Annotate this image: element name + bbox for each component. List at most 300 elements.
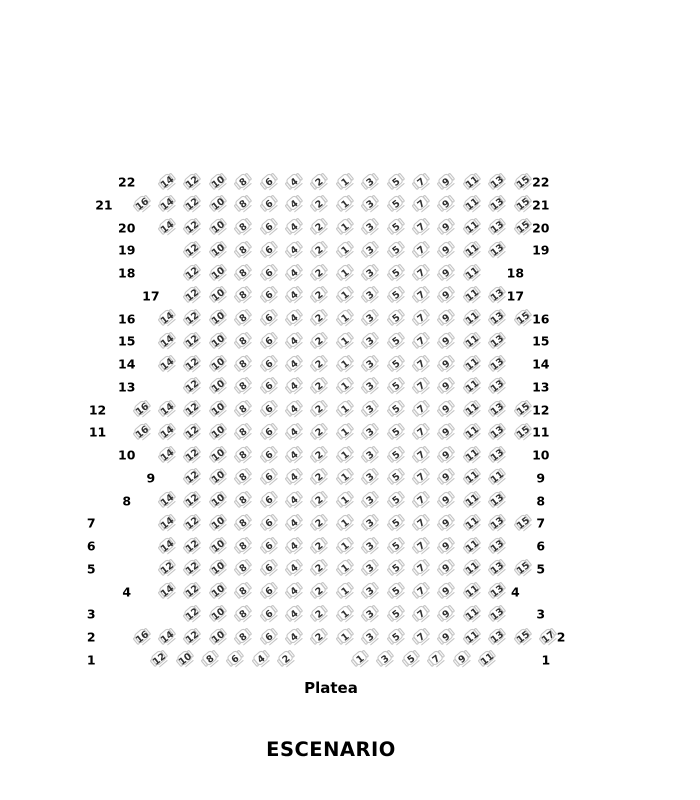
seat-number: 12	[184, 241, 202, 259]
seat-number: 9	[440, 585, 453, 598]
seat-number: 3	[379, 653, 392, 667]
seat-number: 1	[339, 312, 352, 325]
seat-number: 13	[488, 196, 507, 214]
row-label-right: 5	[536, 561, 546, 577]
seat-number: 4	[288, 607, 301, 621]
seat-number: 9	[440, 221, 453, 234]
seat-number: 9	[440, 312, 453, 325]
seat-number: 5	[390, 403, 402, 416]
seat-number: 1	[339, 403, 352, 416]
row-label-right: 22	[532, 174, 550, 190]
seat[interactable]	[174, 648, 197, 671]
seat-number: 8	[237, 516, 250, 530]
seat-number: 3	[364, 380, 377, 394]
seat-number: 12	[184, 355, 202, 373]
seat[interactable]	[334, 626, 357, 649]
seat-number: 7	[415, 334, 428, 348]
seat-number: 13	[488, 310, 507, 327]
seat-number: 9	[440, 175, 453, 189]
seat-number: 9	[440, 334, 453, 348]
seat-number: 9	[440, 266, 453, 280]
seat-number: 12	[184, 628, 202, 646]
seat-number: 5	[390, 516, 402, 530]
seat-number: 8	[237, 221, 250, 234]
seat-number: 15	[514, 310, 532, 327]
seat-number: 5	[390, 221, 402, 234]
seat-number: 13	[488, 241, 507, 259]
seat-number: 7	[415, 243, 428, 257]
seat-number: 7	[415, 585, 428, 598]
seat-number: 2	[313, 516, 326, 530]
seat-number: 3	[364, 607, 377, 621]
row-label-left: 8	[122, 493, 132, 508]
seat-number: 4	[288, 380, 301, 394]
row-label-left: 5	[86, 561, 96, 577]
seat-number: 14	[158, 219, 176, 236]
seat-number: 13	[488, 378, 507, 396]
seat-number: 6	[263, 516, 275, 530]
seat-number: 4	[288, 471, 301, 485]
seat-number: 9	[440, 607, 453, 621]
seat-number: 6	[263, 448, 275, 462]
seat-number: 10	[209, 492, 227, 509]
seat-number: 2	[313, 198, 326, 212]
seat-number: 5	[390, 471, 402, 485]
seat[interactable]	[275, 648, 298, 671]
seat[interactable]	[156, 580, 179, 603]
seat-number: 14	[158, 628, 176, 646]
seat-number: 15	[514, 401, 532, 418]
seat-number: 10	[209, 332, 227, 350]
row-label-left: 3	[86, 606, 96, 622]
seat-number: 7	[430, 653, 443, 667]
seat-number: 7	[415, 630, 428, 644]
seat-number: 6	[263, 494, 275, 507]
seat-number: 13	[488, 583, 507, 600]
seat-number: 10	[209, 196, 227, 214]
seat-number: 9	[440, 630, 453, 644]
seat-number: 1	[339, 539, 352, 553]
seat-number: 5	[390, 198, 402, 212]
row-label-left: 6	[86, 538, 96, 554]
stage-label: ESCENARIO	[266, 738, 396, 761]
seat-number: 7	[415, 471, 428, 485]
seat-number: 4	[288, 494, 301, 507]
seat-number: 2	[313, 585, 326, 598]
seat-number: 9	[440, 471, 453, 485]
seat-number: 11	[463, 264, 481, 282]
seat-number: 11	[463, 310, 481, 327]
seat[interactable]	[512, 307, 535, 330]
row-label-left: 14	[118, 356, 136, 372]
seat[interactable]	[537, 626, 560, 649]
seat-number: 4	[288, 198, 301, 212]
seat-number: 11	[463, 446, 481, 464]
row-label-left: 20	[118, 220, 136, 235]
seat-number: 8	[237, 357, 250, 371]
seat-number: 6	[263, 607, 275, 621]
seat-number: 4	[288, 539, 301, 553]
row-label-left: 13	[118, 379, 136, 395]
seat-number: 4	[288, 562, 301, 576]
seat-number: 5	[390, 494, 402, 507]
seat-number: 3	[364, 266, 377, 280]
row-label-left: 1	[86, 652, 96, 668]
seat-number: 8	[237, 380, 250, 394]
seat-number: 9	[440, 425, 453, 439]
seat-number: 8	[237, 175, 250, 189]
seat-number: 10	[209, 173, 227, 191]
row-label-right: 4	[511, 584, 520, 599]
seat-number: 8	[237, 312, 250, 325]
row-label-left: 2	[86, 629, 96, 645]
seat-number: 4	[288, 221, 301, 234]
seat-number: 16	[133, 196, 151, 214]
seat-number: 14	[158, 583, 176, 600]
seat-number: 12	[184, 196, 202, 214]
seat[interactable]	[131, 193, 154, 216]
seat-number: 13	[488, 605, 507, 623]
seat-number: 9	[440, 243, 453, 257]
seat-number: 12	[184, 332, 202, 350]
seat-number: 10	[209, 401, 227, 418]
seat-number: 3	[364, 334, 377, 348]
seat-number: 4	[255, 653, 268, 667]
seat-number: 7	[415, 175, 428, 189]
section-label: Platea	[304, 679, 358, 697]
seat-number: 13	[488, 514, 507, 532]
seat-number: 7	[415, 289, 428, 303]
seat-number: 3	[364, 357, 377, 371]
seat-number: 12	[184, 173, 202, 191]
seat-number: 9	[456, 653, 469, 667]
seat-number: 6	[263, 266, 275, 280]
seat-number: 13	[488, 492, 507, 509]
seat-number: 2	[313, 448, 326, 462]
seat-number: 10	[209, 264, 227, 282]
seat-number: 11	[463, 469, 481, 487]
seat-number: 1	[339, 380, 352, 394]
seat-number: 10	[209, 469, 227, 487]
seat-number: 10	[209, 560, 227, 578]
seat-number: 14	[158, 401, 176, 418]
seat-number: 3	[364, 198, 377, 212]
seat-number: 6	[263, 289, 275, 303]
seat-number: 1	[339, 425, 352, 439]
seat-number: 1	[339, 357, 352, 371]
row-label-right: 12	[532, 402, 550, 417]
seat-number: 4	[288, 243, 301, 257]
row-label-left: 10	[118, 447, 136, 463]
seat-number: 8	[237, 539, 250, 553]
seat-number: 13	[488, 446, 507, 464]
seat-number: 3	[364, 516, 377, 530]
seat[interactable]	[512, 421, 535, 444]
seat-number: 2	[313, 334, 326, 348]
seat-number: 9	[440, 448, 453, 462]
seat[interactable]	[349, 648, 372, 671]
seat-number: 4	[288, 334, 301, 348]
seat-number: 10	[209, 355, 227, 373]
seat-number: 8	[237, 289, 250, 303]
seat-number: 1	[339, 494, 352, 507]
row-label-right: 17	[506, 288, 525, 304]
row-label-right: 19	[532, 242, 550, 258]
seat-number: 9	[440, 403, 453, 416]
seat-number: 1	[339, 198, 352, 212]
seat[interactable]	[308, 626, 331, 649]
seat[interactable]	[476, 648, 499, 671]
seat-number: 14	[158, 492, 176, 509]
seat-number: 13	[488, 423, 507, 441]
seat[interactable]	[512, 512, 535, 535]
seat-number: 10	[176, 651, 194, 669]
row-label-left: 22	[118, 174, 136, 190]
seat-number: 3	[364, 539, 377, 553]
seat-number: 3	[364, 471, 377, 485]
seat-number: 4	[288, 516, 301, 530]
row-label-right: 21	[532, 197, 550, 213]
seat-number: 13	[488, 219, 507, 236]
seat-number: 7	[415, 403, 428, 416]
seat-number: 7	[415, 266, 428, 280]
row-label-right: 8	[536, 493, 546, 508]
seat-number: 12	[184, 219, 202, 236]
seat-number: 10	[209, 310, 227, 327]
seat-number: 2	[313, 312, 326, 325]
seat-number: 7	[415, 539, 428, 553]
seat-number: 2	[313, 494, 326, 507]
seat-number: 11	[463, 196, 481, 214]
row-label-right: 16	[532, 311, 550, 326]
seat-number: 9	[440, 380, 453, 394]
seat-number: 14	[158, 355, 176, 373]
seat-number: 4	[288, 630, 301, 644]
seat-number: 1	[339, 289, 352, 303]
seat-number: 8	[237, 494, 250, 507]
seat-number: 8	[237, 198, 250, 212]
seat[interactable]	[512, 216, 535, 239]
seat-number: 5	[390, 334, 402, 348]
seat-number: 5	[390, 243, 402, 257]
seat-number: 1	[339, 607, 352, 621]
seat-number: 12	[151, 651, 169, 669]
seat[interactable]	[224, 648, 247, 671]
seat-number: 10	[209, 423, 227, 441]
seat-number: 4	[288, 425, 301, 439]
seat-number: 3	[364, 630, 377, 644]
seat-number: 7	[415, 221, 428, 234]
row-label-left: 7	[86, 515, 96, 531]
seat-number: 16	[133, 628, 151, 646]
seat-number: 15	[514, 628, 532, 646]
seat[interactable]	[148, 648, 171, 671]
seat-number: 5	[390, 175, 402, 189]
seat-number: 12	[184, 514, 202, 532]
seat-number: 6	[263, 471, 275, 485]
seat-number: 4	[288, 175, 301, 189]
seat-number: 12	[184, 310, 202, 327]
seat-number: 10	[209, 583, 227, 600]
seat-number: 13	[488, 628, 507, 646]
seat-number: 7	[415, 312, 428, 325]
seat-number: 2	[313, 380, 326, 394]
seat-number: 9	[440, 562, 453, 576]
seat-number: 3	[364, 494, 377, 507]
seat-number: 6	[263, 175, 275, 189]
seat-number: 12	[184, 537, 202, 555]
seat-number: 8	[237, 334, 250, 348]
seat-number: 4	[288, 357, 301, 371]
seat-number: 6	[229, 653, 242, 667]
seat[interactable]	[425, 648, 448, 671]
seat[interactable]	[131, 626, 154, 649]
row-label-left: 4	[122, 584, 132, 599]
seat-number: 15	[514, 423, 532, 441]
seat-number: 16	[133, 423, 151, 441]
row-label-right: 13	[532, 379, 550, 395]
seat[interactable]	[486, 239, 509, 262]
seat-number: 3	[364, 562, 377, 576]
seat-number: 5	[390, 380, 402, 394]
seat-number: 7	[415, 516, 428, 530]
seat-number: 3	[364, 175, 377, 189]
seat-number: 11	[463, 537, 481, 555]
seat-number: 12	[184, 264, 202, 282]
seat-number: 13	[488, 332, 507, 350]
seat[interactable]	[451, 648, 474, 671]
seat-number: 14	[158, 423, 176, 441]
seat-number: 11	[463, 219, 481, 236]
seat-number: 12	[184, 583, 202, 600]
seat-number: 8	[237, 630, 250, 644]
seat-number: 7	[415, 494, 428, 507]
seat-number: 9	[440, 198, 453, 212]
seat-number: 14	[158, 196, 176, 214]
seat-number: 13	[488, 173, 507, 191]
seat-number: 2	[313, 266, 326, 280]
seat-number: 1	[339, 266, 352, 280]
seat-number: 11	[463, 287, 481, 305]
seat-number: 10	[209, 605, 227, 623]
seat-number: 1	[339, 471, 352, 485]
seat-number: 15	[514, 560, 532, 578]
seat-number: 13	[488, 537, 507, 555]
seat-number: 6	[263, 380, 275, 394]
seat-number: 11	[463, 492, 481, 509]
row-label-left: 21	[95, 197, 113, 213]
seat-number: 4	[288, 312, 301, 325]
seat[interactable]	[374, 648, 397, 671]
seat-number: 10	[209, 219, 227, 236]
seat-number: 3	[364, 243, 377, 257]
seat-number: 6	[263, 312, 275, 325]
seat-number: 5	[390, 585, 402, 598]
seat-number: 8	[237, 585, 250, 598]
row-label-right: 14	[532, 356, 550, 372]
seat[interactable]	[156, 353, 179, 376]
seat-number: 6	[263, 357, 275, 371]
seat-number: 11	[463, 241, 481, 259]
seat-number: 1	[339, 516, 352, 530]
seat-number: 7	[415, 198, 428, 212]
seat-number: 1	[339, 585, 352, 598]
row-label-right: 9	[536, 470, 546, 486]
seat-number: 7	[415, 448, 428, 462]
seat-number: 4	[288, 266, 301, 280]
seat-number: 9	[440, 494, 453, 507]
seat-number: 9	[440, 289, 453, 303]
seat-number: 2	[313, 539, 326, 553]
seat-number: 10	[209, 628, 227, 646]
seat-number: 9	[440, 516, 453, 530]
seat-number: 14	[158, 310, 176, 327]
seat-number: 11	[463, 401, 481, 418]
seat[interactable]	[131, 421, 154, 444]
seat-number: 11	[463, 355, 481, 373]
seat-number: 1	[339, 630, 352, 644]
seat[interactable]	[156, 444, 179, 467]
row-label-left: 11	[88, 424, 107, 440]
seat-number: 2	[313, 243, 326, 257]
seat-number: 6	[263, 539, 275, 553]
seat-number: 4	[288, 289, 301, 303]
seat[interactable]	[250, 648, 273, 671]
seat[interactable]	[156, 216, 179, 239]
seat-number: 7	[415, 357, 428, 371]
seat-number: 5	[405, 653, 418, 667]
seat[interactable]	[512, 557, 535, 580]
seat-number: 2	[313, 630, 326, 644]
seat-number: 4	[288, 585, 301, 598]
seat-number: 11	[463, 514, 481, 532]
seat-number: 11	[463, 423, 481, 441]
seat-number: 2	[313, 175, 326, 189]
seat-number: 6	[263, 630, 275, 644]
seat[interactable]	[199, 648, 222, 671]
seat-number: 11	[463, 628, 481, 646]
seat-number: 6	[263, 425, 275, 439]
seat-number: 8	[237, 243, 250, 257]
seat-number: 6	[263, 562, 275, 576]
seat-number: 2	[313, 221, 326, 234]
seat-number: 7	[415, 380, 428, 394]
row-label-right: 6	[536, 538, 546, 554]
seat-number: 10	[209, 537, 227, 555]
seat-number: 1	[339, 175, 352, 189]
seat-number: 12	[184, 423, 202, 441]
row-label-left: 16	[118, 311, 136, 326]
seat-number: 2	[280, 653, 293, 667]
seat-number: 1	[339, 334, 352, 348]
row-label-left: 15	[118, 333, 136, 349]
seat-number: 12	[184, 378, 202, 396]
seat[interactable]	[400, 648, 423, 671]
seat-number: 5	[390, 539, 402, 553]
seat-number: 2	[313, 425, 326, 439]
row-label-left: 18	[118, 265, 136, 281]
seat[interactable]	[512, 626, 535, 649]
seat-number: 3	[364, 221, 377, 234]
seat-number: 4	[288, 448, 301, 462]
row-label-right: 1	[541, 652, 551, 668]
seat-number: 11	[463, 605, 481, 623]
seat-number: 3	[364, 312, 377, 325]
seat-number: 5	[390, 266, 402, 280]
seat-number: 2	[313, 607, 326, 621]
seat-number: 15	[514, 173, 532, 191]
seat-number: 11	[463, 173, 481, 191]
